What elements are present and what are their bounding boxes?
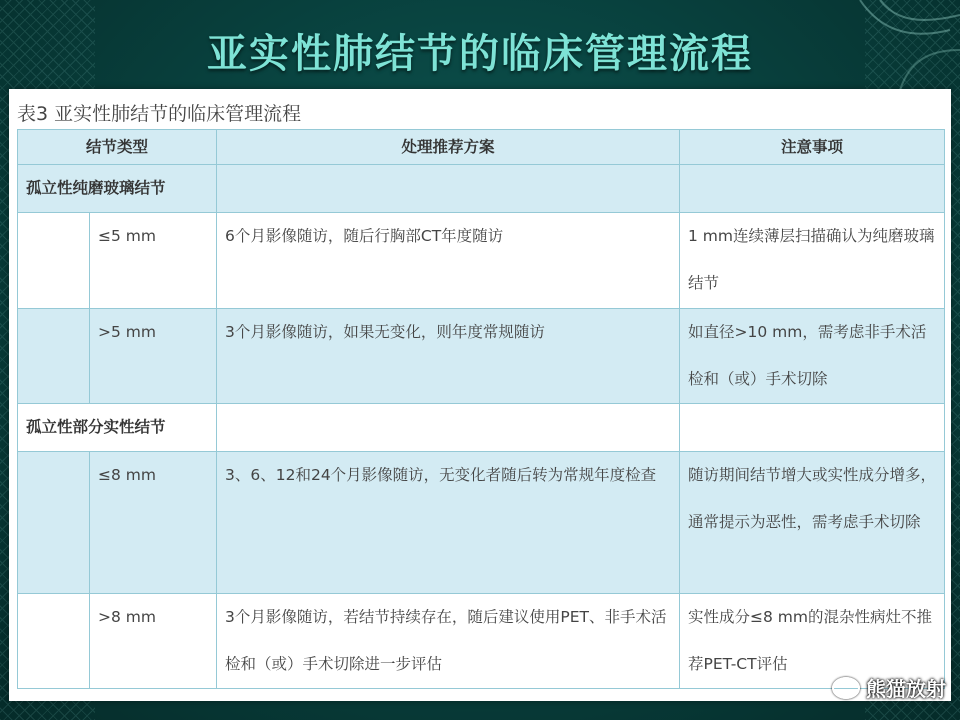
table-row <box>18 593 945 688</box>
table-row <box>18 213 945 308</box>
wechat-icon <box>832 677 860 699</box>
table-header-row <box>18 130 945 165</box>
plan-cell: 3个月影像随访，若结节持续存在，随后建议使用PET、非手术活检和（或）手术切除进一步评估 <box>217 593 680 688</box>
category-label: 孤立性部分实性结节 <box>18 403 217 451</box>
management-table <box>17 129 945 689</box>
category-row-pure-ggn <box>18 165 945 213</box>
note-cell: 实性成分≤8 mm的混杂性病灶不推荐PET-CT评估 <box>680 593 945 688</box>
table-row <box>18 308 945 403</box>
table-caption: 表3 亚实性肺结节的临床管理流程 <box>17 103 302 125</box>
category-row-part-solid <box>18 403 945 451</box>
note-cell: 1 mm连续薄层扫描确认为纯磨玻璃结节 <box>680 213 945 308</box>
table-panel <box>9 89 951 701</box>
empty-cell <box>217 165 680 213</box>
size-cell: ≤8 mm <box>90 452 217 594</box>
note-cell: 如直径>10 mm，需考虑非手术活检和（或）手术切除 <box>680 308 945 403</box>
watermark-text: 熊猫放射 <box>866 677 946 701</box>
indent-cell <box>18 308 90 403</box>
note-cell: 随访期间结节增大或实性成分增多，通常提示为恶性，需考虑手术切除 <box>680 452 945 594</box>
indent-cell <box>18 593 90 688</box>
table-row <box>18 452 945 594</box>
header-nodule-type: 结节类型 <box>18 130 217 165</box>
size-cell: ≤5 mm <box>90 213 217 308</box>
empty-cell <box>217 403 680 451</box>
size-cell: >8 mm <box>90 593 217 688</box>
slide-title: 亚实性肺结节的临床管理流程 <box>207 31 753 77</box>
empty-cell <box>680 165 945 213</box>
empty-cell <box>680 403 945 451</box>
header-notes: 注意事项 <box>680 130 945 165</box>
plan-cell: 6个月影像随访，随后行胸部CT年度随访 <box>217 213 680 308</box>
size-cell: >5 mm <box>90 308 217 403</box>
indent-cell <box>18 213 90 308</box>
plan-cell: 3、6、12和24个月影像随访，无变化者随后转为常规年度检查 <box>217 452 680 594</box>
header-plan: 处理推荐方案 <box>217 130 680 165</box>
indent-cell <box>18 452 90 594</box>
watermark <box>832 673 946 702</box>
plan-cell: 3个月影像随访，如果无变化，则年度常规随访 <box>217 308 680 403</box>
category-label: 孤立性纯磨玻璃结节 <box>18 165 217 213</box>
